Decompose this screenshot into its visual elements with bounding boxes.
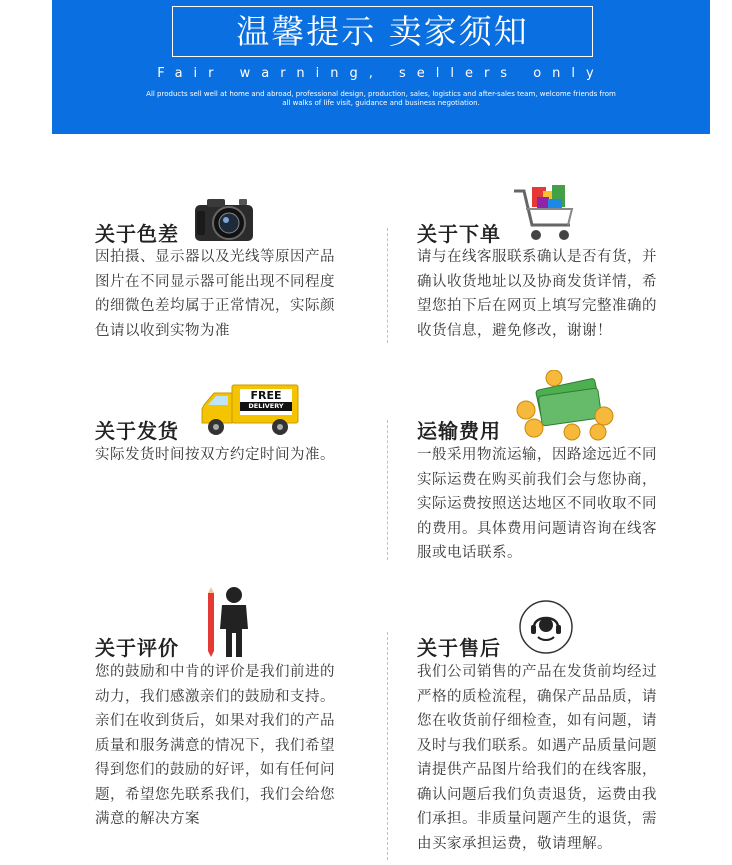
body-review (95, 660, 375, 832)
text-line: 色请以收到实物为准 (95, 322, 230, 339)
money-stack-icon (514, 370, 618, 446)
text-line: 您在收货前仔细检查，如有问题，请 (417, 713, 657, 729)
text-line: 题，希望您先联系我们，我们会给您 (95, 786, 335, 803)
camera-icon (193, 193, 257, 249)
text-line: 得到您们的鼓励的好评，如有任何问 (95, 762, 335, 778)
heading-review: 关于评价 (95, 636, 179, 660)
body-color-diff (95, 245, 375, 343)
text-line: 实际运费按照送达地区不同收取不同 (417, 496, 657, 512)
text-line: 及时与我们联系。如遇产品质量问题 (417, 737, 657, 754)
heading-shipping: 关于发货 (95, 419, 179, 443)
text-line: 质量和服务满意的情况下，我们希望 (95, 737, 335, 754)
divider-row-3 (387, 632, 388, 860)
text-line: 实际发货时间按双方约定时间为准。 (95, 447, 335, 463)
text-line: 实际运费在购买前我们会与您协商， (417, 471, 657, 488)
truck-sign (240, 390, 292, 411)
text-line: 请与在线客服联系确认是否有货，并 (417, 249, 657, 265)
header-description: All products sell well at home and abroad, professional design, production, sales, logistics and after-sales team, welcome friends from all walks of life visit, guidance and business negotiation. (146, 90, 616, 107)
truck-sign-line1: FREE (250, 389, 282, 402)
text-line: 们承担。非质量问题产生的退货，需 (417, 811, 657, 827)
text-line: 收货信息，避免修改，谢谢！ (417, 322, 612, 339)
text-line: 因拍摄、显示器以及光线等原因产品 (95, 249, 335, 265)
text-line: 的细微色差均属于正常情况，实际颜 (95, 298, 335, 314)
text-line: 确认收货地址以及协商发货详情，希 (417, 273, 657, 290)
text-line: 望您拍下后在网页上填写完整准确的 (417, 298, 657, 314)
truck-sign-line2: DELIVERY (240, 402, 292, 411)
shopping-cart-icon (510, 183, 580, 249)
headset-icon (518, 599, 574, 659)
heading-color-diff: 关于色差 (95, 222, 179, 246)
text-line: 我们公司销售的产品在发货前均经过 (417, 664, 657, 680)
page-subtitle: Fair warning, sellers only (157, 66, 605, 81)
heading-aftersales: 关于售后 (417, 636, 501, 660)
text-line: 严格的质检流程，确保产品品质，请 (417, 688, 657, 705)
text-line: 请提供产品图片给我们的在线客服， (417, 762, 657, 778)
heading-freight: 运输费用 (417, 419, 501, 443)
header-banner (52, 0, 710, 134)
text-line: 动力，我们感激亲们的鼓励和支持。 (95, 688, 335, 705)
divider-row-1 (387, 228, 388, 343)
text-line: 图片在不同显示器可能出现不同程度 (95, 273, 335, 290)
person-pencil-icon (200, 585, 256, 663)
text-line: 由买家承担运费，敬请理解。 (417, 835, 612, 852)
page-title: 温馨提示 卖家须知 (236, 12, 529, 51)
text-line: 服或电话联系。 (417, 545, 522, 561)
heading-ordering: 关于下单 (417, 222, 501, 246)
text-line: 亲们在收到货后，如果对我们的产品 (95, 713, 335, 729)
text-line: 一般采用物流运输，因路途远近不同 (417, 447, 657, 463)
text-line: 的费用。具体费用问题请咨询在线客 (417, 520, 657, 537)
body-freight (417, 443, 707, 566)
divider-row-2 (387, 420, 388, 560)
body-ordering (417, 245, 697, 343)
title-box (172, 6, 593, 57)
text-line: 您的鼓励和中肯的评价是我们前进的 (95, 664, 335, 680)
text-line: 满意的解决方案 (95, 811, 200, 827)
text-line: 确认问题后我们负责退货，运费由我 (417, 786, 657, 803)
body-aftersales (417, 660, 707, 856)
body-shipping (95, 443, 375, 468)
